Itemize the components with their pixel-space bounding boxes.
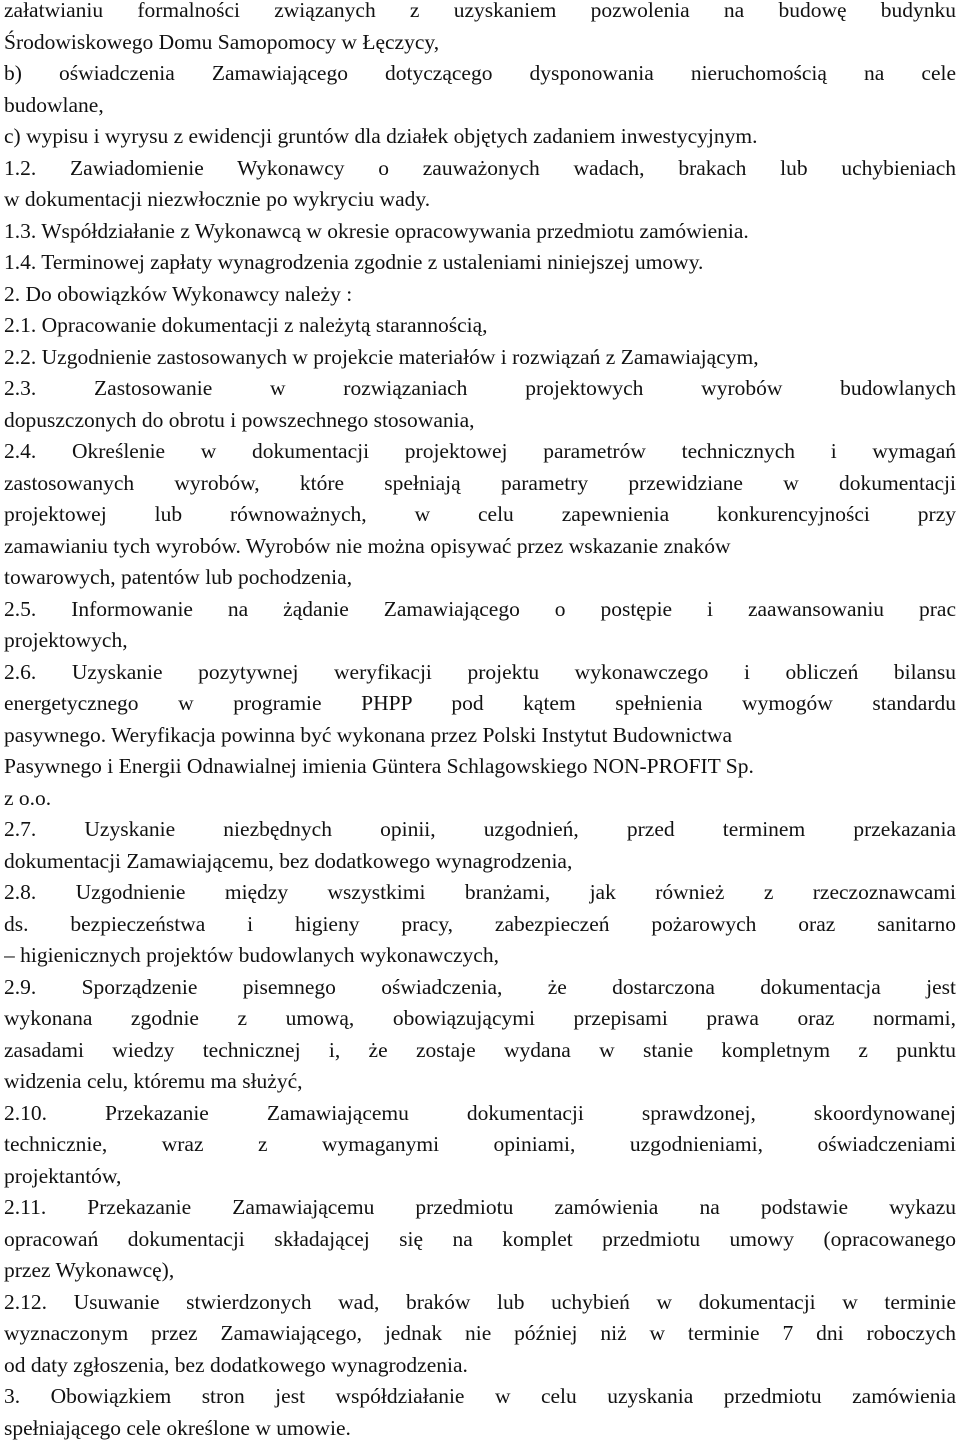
- text-line: towarowych, patentów lub pochodzenia,: [4, 565, 353, 589]
- text-line: 2.5. Informowanie na żądanie Zamawiającego o postępie i zaawansowaniu prac: [4, 596, 956, 621]
- text-line: zastosowanych wyrobów, które spełniają parametry przewidziane w dokumentacji: [4, 470, 956, 495]
- text-line: 1.4. Terminowej zapłaty wynagrodzenia zgodnie z ustaleniami niniejszej umowy.: [4, 250, 704, 274]
- text-line: projektantów,: [4, 1163, 122, 1188]
- text-line: Pasywnego i Energii Odnawialnej imienia Güntera Schlagowskiego NON-PROFIT Sp.: [4, 754, 754, 778]
- text-line: 2. Do obowiązków Wykonawcy należy :: [4, 281, 353, 306]
- text-line: c) wypisu i wyrysu z ewidencji gruntów dla działek objętych zadaniem inwestycyjnym.: [4, 124, 758, 148]
- text-line: z o.o.: [4, 785, 52, 810]
- text-line: 3. Obowiązkiem stron jest współdziałanie w celu uzyskania przedmiotu zamówienia: [4, 1384, 956, 1408]
- text-line: ds. bezpieczeństwa i higieny pracy, zabezpieczeń pożarowych oraz sanitarno: [4, 911, 956, 936]
- text-line: 2.8. Uzgodnienie między wszystkimi branżami, jak również z rzeczoznawcami: [4, 880, 956, 904]
- text-line: b) oświadczenia Zamawiającego dotyczącego dysponowania nieruchomością na cele: [4, 61, 956, 85]
- text-line: dopuszczonych do obrotu i powszechnego stosowania,: [4, 407, 475, 432]
- text-line: 2.9. Sporządzenie pisemnego oświadczenia, że dostarczona dokumentacja jest: [4, 974, 956, 999]
- text-line: pasywnego. Weryfikacja powinna być wykonana przez Polski Instytut Budownictwa: [4, 722, 733, 747]
- document-body: [4, 0, 956, 1440]
- text-line: 2.6. Uzyskanie pozytywnej weryfikacji projektu wykonawczego i obliczeń bilansu: [4, 659, 956, 684]
- text-line: technicznie, wraz z wymaganymi opiniami, uzgodnieniami, oświadczeniami: [4, 1132, 956, 1156]
- text-line: Środowiskowego Domu Samopomocy w Łęczycy,: [4, 29, 440, 54]
- text-line: wyznaczonym przez Zamawiającego, jednak nie później niż w terminie 7 dni roboczych: [4, 1321, 956, 1345]
- text-line: dokumentacji Zamawiającemu, bez dodatkowego wynagrodzenia,: [4, 848, 573, 873]
- text-line: 2.4. Określenie w dokumentacji projektowej parametrów technicznych i wymagań: [4, 439, 956, 463]
- text-line: 1.2. Zawiadomienie Wykonawcy o zauważonych wadach, brakach lub uchybieniach: [4, 155, 956, 180]
- text-line: 2.1. Opracowanie dokumentacji z należytą starannością,: [4, 313, 488, 337]
- text-line: energetycznego w programie PHPP pod kątem spełnienia wymogów standardu: [4, 691, 956, 715]
- text-line: budowlane,: [4, 92, 104, 117]
- text-line: zamawianiu tych wyrobów. Wyrobów nie można opisywać przez wskazanie znaków: [4, 533, 731, 558]
- text-line: załatwianiu formalności związanych z uzyskaniem pozwolenia na budowę budynku: [4, 0, 956, 22]
- text-line: widzenia celu, któremu ma służyć,: [4, 1069, 303, 1093]
- text-line: 1.3. Współdziałanie z Wykonawcą w okresie opracowywania przedmiotu zamówienia.: [4, 218, 749, 243]
- text-line: wykonana zgodnie z umową, obowiązującymi przepisami prawa oraz normami,: [4, 1006, 956, 1030]
- text-line: 2.11. Przekazanie Zamawiającemu przedmiotu zamówienia na podstawie wykazu: [4, 1195, 956, 1219]
- text-line: – higienicznych projektów budowlanych wykonawczych,: [4, 943, 499, 967]
- text-line: 2.7. Uzyskanie niezbędnych opinii, uzgodnień, przed terminem przekazania: [4, 817, 956, 841]
- text-line: 2.3. Zastosowanie w rozwiązaniach projektowych wyrobów budowlanych: [4, 376, 956, 400]
- text-line: projektowej lub równoważnych, w celu zapewnienia konkurencyjności przy: [4, 502, 956, 526]
- text-line: zasadami wiedzy technicznej i, że zostaje wydana w stanie kompletnym z punktu: [4, 1037, 956, 1062]
- text-line: 2.2. Uzgodnienie zastosowanych w projekcie materiałów i rozwiązań z Zamawiającym,: [4, 344, 759, 369]
- text-line: projektowych,: [4, 628, 128, 652]
- text-line: 2.10. Przekazanie Zamawiającemu dokumentacji sprawdzonej, skoordynowanej: [4, 1100, 956, 1125]
- text-line: od daty zgłoszenia, bez dodatkowego wynagrodzenia.: [4, 1352, 468, 1377]
- text-line: przez Wykonawcę),: [4, 1258, 175, 1282]
- text-line: spełniającego cele określone w umowie.: [4, 1415, 351, 1440]
- text-line: w dokumentacji niezwłocznie po wykryciu wady.: [4, 187, 431, 211]
- text-line: 2.12. Usuwanie stwierdzonych wad, braków lub uchybień w dokumentacji w terminie: [4, 1289, 956, 1314]
- text-line: opracowań dokumentacji składającej się na komplet przedmiotu umowy (opracowanego: [4, 1226, 956, 1251]
